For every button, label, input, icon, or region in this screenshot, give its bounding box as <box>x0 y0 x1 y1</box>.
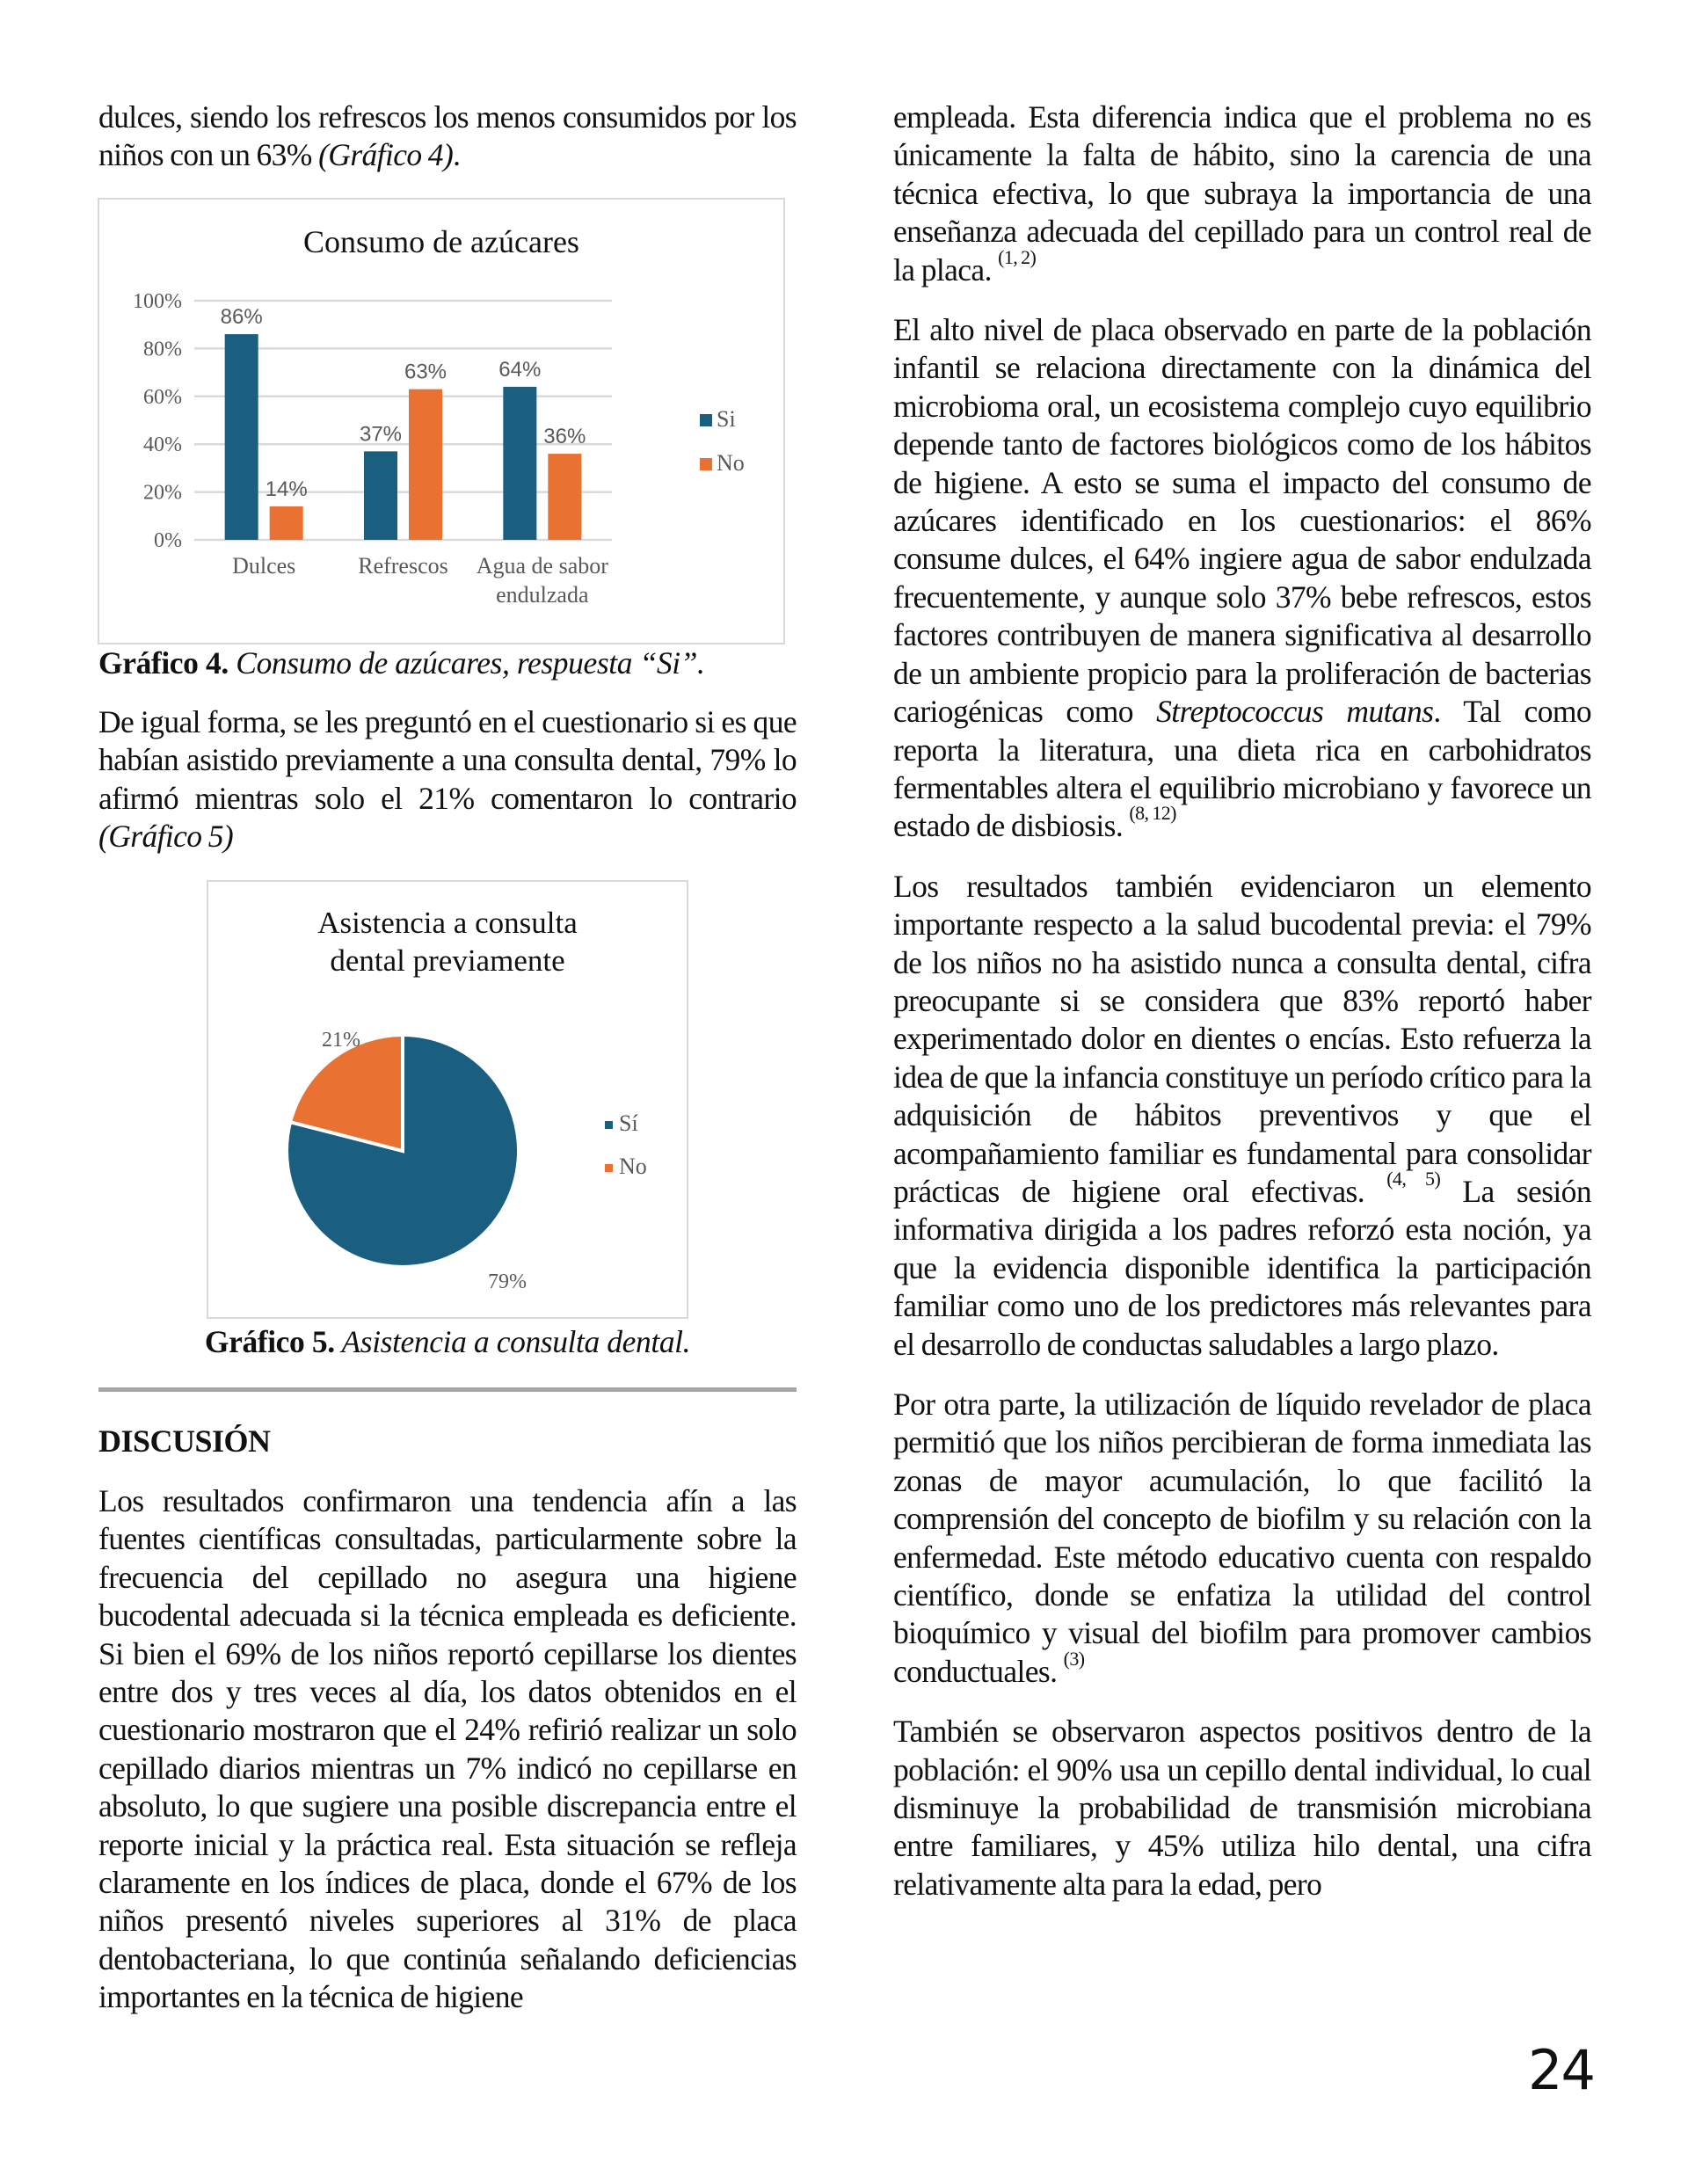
citation: (1, 2) <box>998 245 1037 268</box>
legend-swatch-no <box>700 458 712 470</box>
caption-label: Gráfico 5. <box>204 1324 335 1359</box>
section-heading-discusion: DISCUSIÓN <box>98 1423 271 1459</box>
intro-end: . <box>453 137 461 173</box>
chart-title-line2: dental previamente <box>330 943 565 978</box>
p1-text: empleada. Esta diferencia indica que el problema no es únicamente la falta de hábito, sino la carencia de una técnica efectiva, lo que subraya la importancia de una enseñanza adecuada del cepillado para un control real de la placa. <box>893 99 1591 288</box>
intro-text: dulces, siendo los refrescos los menos consumidos por los niños con un 63% <box>98 99 797 173</box>
bar-no <box>270 506 303 540</box>
chart-title-line1: Asistencia a consulta <box>317 906 578 940</box>
bar-si <box>225 334 258 540</box>
bar-data-label: 86% <box>220 305 263 330</box>
x-tick-label: Dulces <box>232 553 296 579</box>
y-tick-label: 100% <box>133 290 182 313</box>
page-number: 24 <box>1528 2038 1594 2102</box>
bar-chart-consumo-azucares <box>98 198 785 644</box>
pie-label-si: 79% <box>488 1270 527 1293</box>
legend-swatch-no <box>605 1164 613 1172</box>
bar-data-label: 63% <box>404 360 447 384</box>
figure-reference: (Gráfico 5) <box>98 819 234 855</box>
legend-label: No <box>717 450 745 476</box>
bar-data-label: 36% <box>543 425 586 449</box>
bar-si <box>364 451 397 540</box>
legend-label: No <box>619 1154 647 1179</box>
y-tick-label: 60% <box>143 385 182 409</box>
p3-text-b: La sesión informativa dirigida a los padres reforzó esta noción, ya que la evidencia disponible identifica la participación familiar como uno de los predictores más relevantes para el desarrollo de conductas saludables a largo plazo. <box>893 1173 1591 1362</box>
bar-no <box>409 389 442 540</box>
left-column <box>98 98 797 175</box>
bar-data-label: 37% <box>359 422 403 447</box>
figure4-caption <box>98 644 797 682</box>
citation: (4, 5) <box>1386 1167 1441 1190</box>
citation: (3) <box>1063 1647 1085 1670</box>
caption-text: Asistencia a consulta dental. <box>334 1324 691 1359</box>
species-name: Streptococcus mutans <box>1156 694 1434 730</box>
paragraph-1 <box>893 98 1591 289</box>
p4-text: Por otra parte, la utilización de líquido revelador de placa permitió que los niños percibieran de forma inmediata las zonas de mayor acumulación, lo que facilitó la comprensión del concepto de biofilm y su relación con la enfermedad. Este método educativo cuenta con respaldo científico, donde se enfatiza la utilidad del control bioquímico y visual del biofilm para promover cambios conductuales. <box>893 1387 1591 1689</box>
chart-title: Consumo de azúcares <box>303 224 579 259</box>
chart-bars <box>221 305 586 540</box>
paragraph-2 <box>893 311 1591 846</box>
bar-data-label: 14% <box>265 477 308 501</box>
caption-label: Gráfico 4. <box>98 645 229 681</box>
y-tick-label: 0% <box>154 529 182 552</box>
paragraph-4 <box>893 1386 1591 1691</box>
y-axis-ticks <box>133 290 182 552</box>
bar-no <box>548 454 581 540</box>
p3-text-a: Los resultados también evidenciaron un elemento importante respecto a la salud bucodental previa: el 79% de los niños no ha asistido nunca a consulta dental, cifra preocupante si se considera que 83% reportó haber experimentado dolor en dientes o encías. Esto refuerza la idea de que la infancia constituye un período crítico para la adquisición de hábitos preventivos y que el acompañamiento familiar es fundamental para consolidar prácticas de higiene oral efectivas. <box>893 868 1591 1209</box>
consulta-paragraph <box>98 703 797 856</box>
discussion-wrap <box>98 1482 797 2017</box>
legend-swatch-si <box>700 414 712 426</box>
paragraph-3 <box>893 868 1591 1364</box>
x-tick-label: Agua de sabor <box>476 553 608 579</box>
y-tick-label: 20% <box>143 481 182 505</box>
consulta-text: De igual forma, se les preguntó en el cuestionario si es que habían asistido previamente a una consulta dental, 79% lo afirmó mientras solo el 21% comentaron lo contrario <box>98 704 797 816</box>
legend-label: Si <box>717 406 736 432</box>
bar-si <box>503 387 536 540</box>
legend-swatch-si <box>605 1121 613 1129</box>
consulta-paragraph-wrap <box>98 703 797 856</box>
pie-chart-svg <box>208 882 687 1317</box>
pie-slices <box>287 1035 519 1267</box>
pie-chart-asistencia <box>207 880 688 1319</box>
p2-text-a: El alto nivel de placa observado en parte de la población infantil se relaciona directamente con la dinámica del microbioma oral, un ecosistema complejo cuyo equilibrio depende tanto de factores biológicos como de los hábitos de higiene. A esto se suma el impacto del consumo de azúcares identificado en los cuestionarios: el 86% consume dulces, el 64% ingiere agua de sabor endulzada frecuentemente, y aunque solo 37% bebe refrescos, estos factores contribuyen de manera significativa al desarrollo de un ambiente propicio para la proliferación de bacterias cariogénicas como <box>893 312 1591 730</box>
caption-text: Consumo de azúcares, respuesta “Si”. <box>228 645 705 681</box>
pie-label-no: 21% <box>322 1029 360 1052</box>
chart-legend <box>700 406 745 476</box>
legend-label: Sí <box>619 1110 638 1136</box>
x-tick-label: Refrescos <box>358 553 448 579</box>
y-tick-label: 40% <box>143 433 182 457</box>
bar-chart-svg <box>99 200 783 643</box>
p2-text-b: . Tal como reporta la literatura, una dieta rica en carbohidratos fermentables altera el equilibrio microbiano y favorece un estado de disbiosis. <box>893 694 1592 844</box>
x-tick-label: endulzada <box>496 582 589 608</box>
paragraph-5: También se observaron aspectos positivos dentro de la población: el 90% usa un cepillo dental individual, lo cual disminuye la probabilidad de transmisión microbiana entre familiares, y 45% utiliza hilo dental, una cifra relativamente alta para la edad, pero <box>893 1714 1591 1902</box>
right-column <box>893 98 1591 1904</box>
y-tick-label: 80% <box>143 338 182 361</box>
figure-reference: (Gráfico 4) <box>318 137 454 173</box>
figure5-caption <box>98 1323 797 1361</box>
discussion-paragraph: Los resultados confirmaron una tendencia afín a las fuentes científicas consultadas, particularmente sobre la frecuencia del cepillado no asegura una higiene bucodental adecuada si la técnica empleada es deficiente. Si bien el 69% de los niños reportó cepillarse los dientes entre dos y tres veces al día, los datos obtenidos en el cuestionario mostraron que el 24% refirió realizar un solo cepillado diarios mientras un 7% indicó no cepillarse en absoluto, lo que sugiere una posible discrepancia entre el reporte inicial y la práctica real. Esta situación se refleja claramente en los índices de placa, donde el 67% de los niños presentó niveles superiores al 31% de placa dentobacteriana, lo que continúa señalando deficiencias importantes en la técnica de higiene <box>98 1483 797 2015</box>
x-axis-labels <box>232 553 608 608</box>
bar-data-label: 64% <box>498 357 542 382</box>
intro-paragraph <box>98 98 797 175</box>
citation: (8, 12) <box>1129 802 1176 825</box>
chart-legend <box>605 1110 647 1179</box>
section-divider <box>98 1387 797 1392</box>
